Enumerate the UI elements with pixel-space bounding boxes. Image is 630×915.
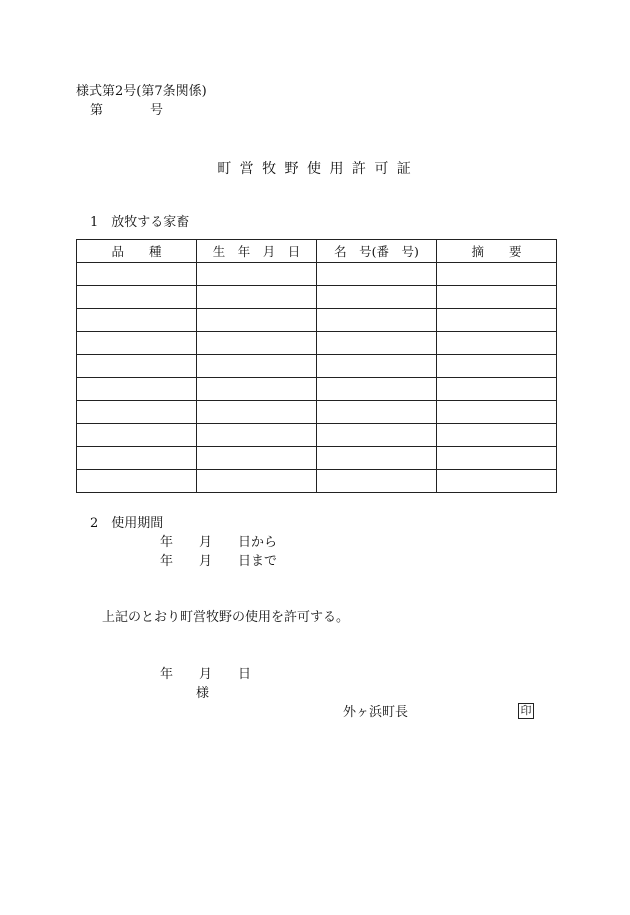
table-cell [77, 309, 197, 332]
column-header-birthdate: 生 年 月 日 [197, 240, 317, 263]
table-cell [437, 424, 557, 447]
section1-heading: 1 放牧する家畜 [90, 215, 190, 230]
table-cell [317, 424, 437, 447]
document-title: 町 営 牧 野 使 用 許 可 証 [217, 161, 413, 177]
table-cell [437, 286, 557, 309]
table-cell [197, 447, 317, 470]
table-row [77, 332, 557, 355]
table-row [77, 470, 557, 493]
section2-heading: 2 使用期間 [90, 516, 164, 531]
issuer-title: 外ヶ浜町長 [343, 705, 409, 720]
livestock-table-body [77, 263, 557, 493]
table-cell [197, 401, 317, 424]
table-row [77, 401, 557, 424]
table-cell [437, 470, 557, 493]
table-cell [77, 378, 197, 401]
table-cell [197, 332, 317, 355]
table-cell [317, 309, 437, 332]
table-cell [317, 378, 437, 401]
number-prefix: 第 [90, 103, 104, 118]
table-row [77, 263, 557, 286]
table-cell [77, 286, 197, 309]
table-cell [197, 378, 317, 401]
column-header-remarks: 摘 要 [437, 240, 557, 263]
table-cell [317, 447, 437, 470]
table-cell [77, 447, 197, 470]
table-header-row [77, 240, 557, 263]
table-cell [317, 286, 437, 309]
table-cell [77, 401, 197, 424]
permit-statement: 上記のとおり町営牧野の使用を許可する。 [102, 610, 350, 625]
table-row [77, 355, 557, 378]
table-cell [197, 309, 317, 332]
period-end: 年 月 日まで [160, 554, 278, 569]
table-cell [437, 378, 557, 401]
table-row [77, 378, 557, 401]
period-start: 年 月 日から [160, 535, 278, 550]
livestock-table [76, 239, 557, 493]
table-cell [437, 309, 557, 332]
addressee-suffix: 様 [196, 686, 210, 701]
table-cell [317, 470, 437, 493]
table-cell [77, 263, 197, 286]
table-cell [197, 286, 317, 309]
table-cell [437, 447, 557, 470]
table-cell [317, 355, 437, 378]
table-row [77, 286, 557, 309]
table-cell [437, 355, 557, 378]
form-number: 様式第2号(第7条関係) [76, 84, 207, 99]
table-row [77, 309, 557, 332]
table-cell [437, 332, 557, 355]
seal-mark: 印 [518, 703, 534, 719]
column-header-breed: 品 種 [77, 240, 197, 263]
table-cell [197, 424, 317, 447]
table-cell [197, 355, 317, 378]
issue-date: 年 月 日 [160, 667, 252, 682]
table-cell [437, 401, 557, 424]
table-cell [317, 401, 437, 424]
table-cell [77, 470, 197, 493]
table-cell [77, 424, 197, 447]
table-row [77, 424, 557, 447]
table-cell [317, 332, 437, 355]
table-cell [197, 470, 317, 493]
column-header-name-number: 名 号(番 号) [317, 240, 437, 263]
table-cell [77, 332, 197, 355]
table-cell [317, 263, 437, 286]
table-cell [77, 355, 197, 378]
table-cell [437, 263, 557, 286]
table-row [77, 447, 557, 470]
number-suffix: 号 [150, 103, 164, 118]
table-cell [197, 263, 317, 286]
